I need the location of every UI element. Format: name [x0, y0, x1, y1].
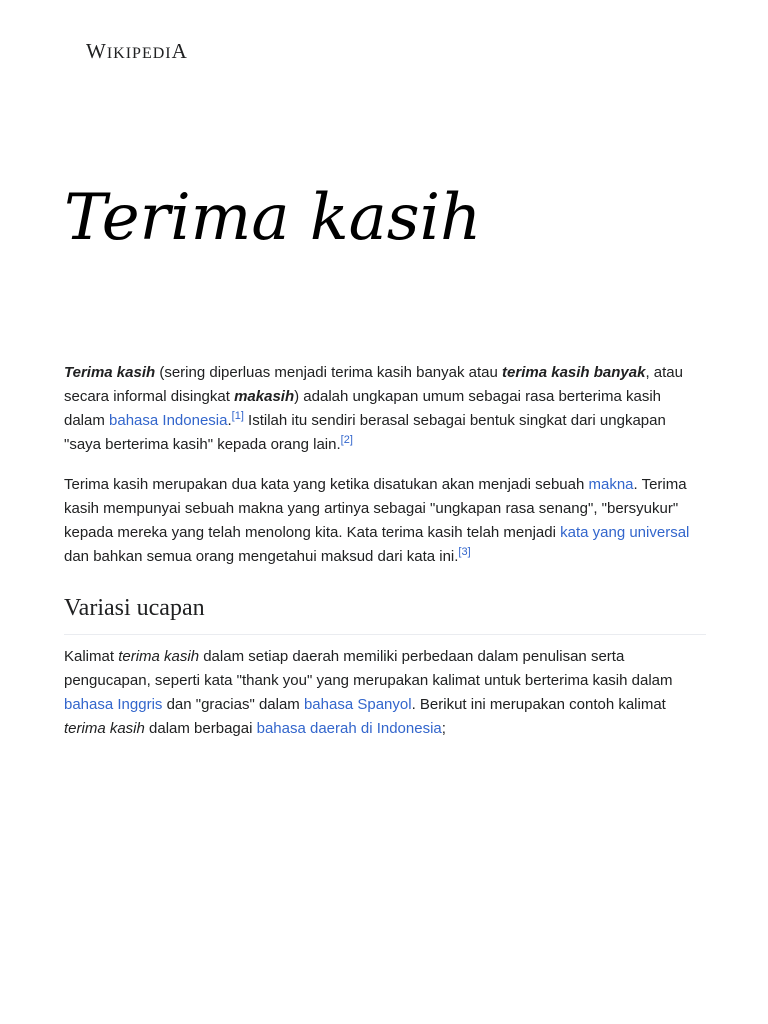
text-run: , atau secara informal disingkat [64, 364, 683, 405]
term-bold-italic: makasih [234, 388, 295, 405]
text-run: (sering diperluas menjadi terima kasih banyak atau [155, 364, 503, 381]
term-bold-italic: terima kasih banyak [502, 364, 646, 381]
citation-3[interactable] [458, 546, 470, 558]
section-heading-variasi [64, 592, 706, 635]
text-run: ; [441, 720, 446, 737]
intro-paragraph [64, 361, 706, 457]
wordmark-middle: IKIPEDI [106, 45, 172, 62]
term-italic: terima kasih [64, 720, 145, 737]
term-italic: terima kasih [118, 648, 200, 665]
citation-2[interactable] [341, 434, 353, 446]
wordmark-final: A [171, 39, 188, 63]
text-run: dan "gracias" dalam [162, 696, 304, 713]
text-run: dalam berbagai [144, 720, 257, 737]
citation-1[interactable] [232, 410, 244, 422]
citation-link[interactable]: [1] [231, 410, 244, 422]
text-run: Terima kasih merupakan dua kata yang ketika disatukan akan menjadi sebuah [64, 476, 589, 493]
text-run: dalam setiap daerah memiliki perbedaan dalam penulisan serta pengucapan, seperti kata "thank you" yang merupakan kalimat untuk berterima kasih dalam [64, 648, 673, 689]
section-title: Variasi ucapan [64, 595, 205, 621]
link-makna[interactable]: makna [588, 476, 634, 493]
citation-link[interactable]: [2] [340, 434, 353, 446]
text-run: . [227, 412, 232, 429]
text-run: ) adalah ungkapan umum sebagai rasa berterima kasih dalam [64, 388, 662, 429]
link-bahasa-daerah[interactable]: bahasa daerah di Indonesia [256, 720, 442, 737]
text-run: Istilah itu sendiri berasal sebagai bentuk singkat dari ungkapan "saya berterima kasih" kepada orang lain. [64, 412, 666, 453]
link-kata-universal[interactable]: kata yang universal [560, 524, 690, 541]
text-run: dan bahkan semua orang mengetahui maksud dari kata ini. [64, 548, 459, 565]
link-bahasa-inggris[interactable]: bahasa Inggris [64, 696, 163, 713]
variation-paragraph [64, 645, 706, 741]
text-run: . Berikut ini merupakan contoh kalimat [411, 696, 666, 713]
citation-link[interactable]: [3] [458, 546, 471, 558]
page-title: Terima kasih [64, 181, 482, 255]
wordmark-initial: W [86, 39, 107, 63]
link-bahasa-spanyol[interactable]: bahasa Spanyol [303, 696, 412, 713]
text-run: . Terima kasih mempunyai sebuah makna yang artinya sebagai "ungkapan rasa senang", "bersyukur" kepada mereka yang telah menolong kita. Kata terima kasih telah menjadi [64, 476, 687, 541]
term-bold-italic: Terima kasih [64, 364, 156, 381]
wikipedia-wordmark[interactable] [86, 38, 188, 67]
text-run: Kalimat [64, 648, 119, 665]
link-bahasa-indonesia[interactable]: bahasa Indonesia [109, 412, 228, 429]
meaning-paragraph [64, 473, 706, 569]
